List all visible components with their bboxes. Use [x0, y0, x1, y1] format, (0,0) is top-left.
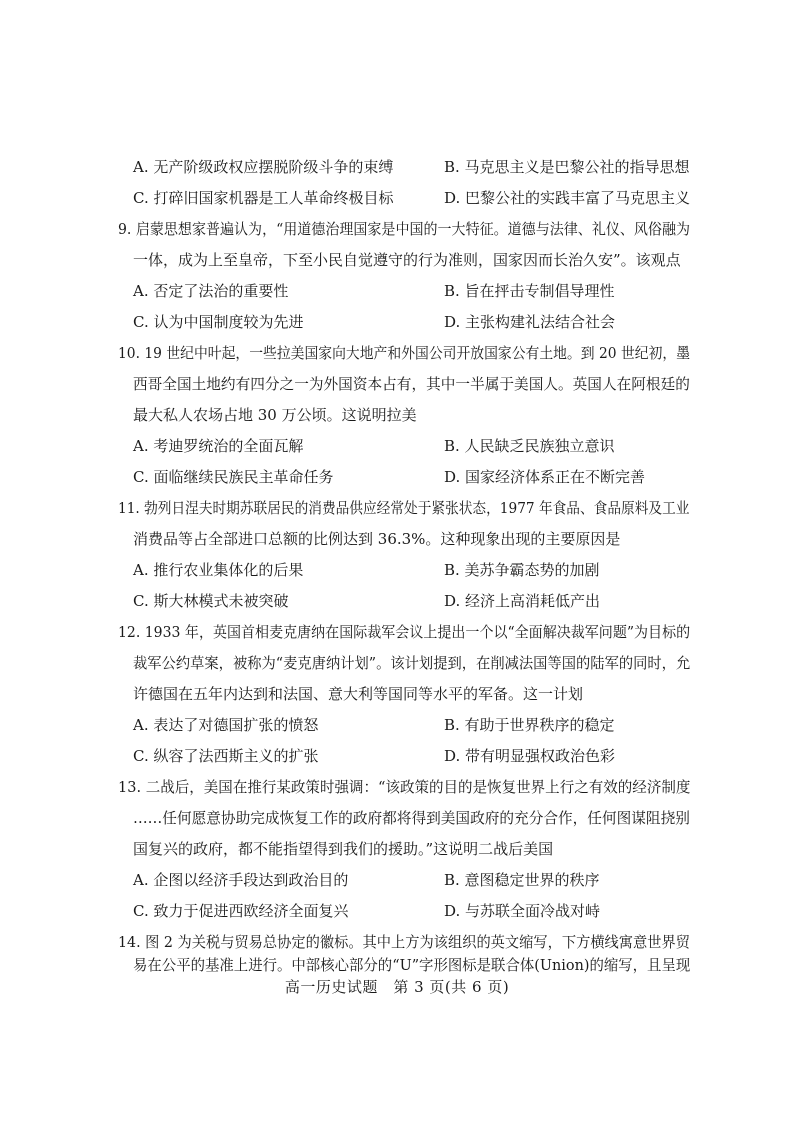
- q10-option-b: B. 人民缺乏民族独立意识: [444, 437, 615, 455]
- q8-option-d: D. 巴黎公社的实践丰富了马克思主义: [444, 189, 691, 207]
- q13-option-c: C. 致力于促进西欧经济全面复兴: [133, 902, 349, 920]
- q11-option-d: D. 经济上高消耗低产出: [444, 592, 601, 610]
- q10-stem-line-3: 最大私人农场占地 30 万公顷。这说明拉美: [133, 406, 417, 424]
- q10-stem-line-2: 西哥全国土地约有四分之一为外国资本占有，其中一半属于美国人。英国人在阿根廷的: [133, 375, 690, 393]
- q9-stem-line-1: 9. 启蒙思想家普遍认为，“用道德治理国家是中国的一大特征。道德与法律、礼仪、风俗融为: [118, 220, 691, 238]
- q9-option-c: C. 认为中国制度较为先进: [133, 313, 304, 331]
- q9-option-a: A. 否定了法治的重要性: [133, 282, 289, 300]
- q10-option-a: A. 考迪罗统治的全面瓦解: [133, 437, 304, 455]
- q8-option-c: C. 打碎旧国家机器是工人革命终极目标: [133, 189, 394, 207]
- q11-stem-line-2: 消费品等占全部进口总额的比例达到 36.3%。这种现象出现的主要原因是: [133, 530, 621, 548]
- q13-stem-line-3: 国复兴的政府，都不能指望得到我们的援助。”这说明二战后美国: [133, 840, 554, 858]
- q12-option-d: D. 带有明显强权政治色彩: [444, 747, 616, 765]
- q9-stem-line-2: 一体，成为上至皇帝，下至小民自觉遵守的行为准则，国家因而长治久安”。该观点: [133, 251, 681, 269]
- q11-stem-line-1: 11. 勃列日涅夫时期苏联居民的消费品供应经常处于紧张状态，1977 年食品、食品原料及工业: [118, 499, 690, 517]
- q12-option-c: C. 纵容了法西斯主义的扩张: [133, 747, 319, 765]
- q13-stem-line-2: ……任何愿意协助完成恢复工作的政府都将得到美国政府的充分合作，任何图谋阻挠别: [133, 809, 690, 827]
- q13-option-b: B. 意图稳定世界的秩序: [444, 871, 600, 889]
- q8-option-a: A. 无产阶级政权应摆脱阶级斗争的束缚: [133, 158, 394, 176]
- q14-stem-line-1: 14. 图 2 为关税与贸易总协定的徽标。其中上方为该组织的英文缩写，下方横线寓意世界贸: [118, 933, 690, 951]
- q11-option-c: C. 斯大林模式未被突破: [133, 592, 289, 610]
- q10-option-c: C. 面临继续民族民主革命任务: [133, 468, 334, 486]
- q10-option-d: D. 国家经济体系正在不断完善: [444, 468, 646, 486]
- q10-stem-line-1: 10. 19 世纪中叶起，一些拉美国家向大地产和外国公司开放国家公有土地。到 20 世纪初，墨: [118, 344, 691, 362]
- q12-stem-line-2: 裁军公约草案，被称为“麦克唐纳计划”。该计划提到，在削减法国等国的陆军的同时，允: [133, 654, 691, 672]
- q12-stem-line-1: 12. 1933 年，英国首相麦克唐纳在国际裁军会议上提出一个以“全面解决裁军问题”为目标的: [118, 623, 691, 641]
- q13-option-a: A. 企图以经济手段达到政治目的: [133, 871, 349, 889]
- q11-option-a: A. 推行农业集体化的后果: [133, 561, 304, 579]
- q12-option-b: B. 有助于世界秩序的稳定: [444, 716, 615, 734]
- q11-option-b: B. 美苏争霸态势的加剧: [444, 561, 600, 579]
- q13-option-d: D. 与苏联全面冷战对峙: [444, 902, 601, 920]
- q13-stem-line-1: 13. 二战后，美国在推行某政策时强调：“该政策的目的是恢复世界上行之有效的经济制度: [118, 778, 691, 796]
- q12-option-a: A. 表达了对德国扩张的愤怒: [133, 716, 319, 734]
- q9-option-b: B. 旨在抨击专制倡导理性: [444, 282, 615, 300]
- q9-option-d: D. 主张构建礼法结合社会: [444, 313, 616, 331]
- q12-stem-line-3: 许德国在五年内达到和法国、意大利等国同等水平的军备。这一计划: [133, 685, 584, 703]
- page-footer: 高一历史试题 第 3 页(共 6 页): [284, 978, 510, 996]
- q14-stem-line-2: 易在公平的基准上进行。中部核心部分的“U”字形图标是联合体(Union)的缩写，且呈现: [133, 956, 691, 974]
- q8-option-b: B. 马克思主义是巴黎公社的指导思想: [444, 158, 690, 176]
